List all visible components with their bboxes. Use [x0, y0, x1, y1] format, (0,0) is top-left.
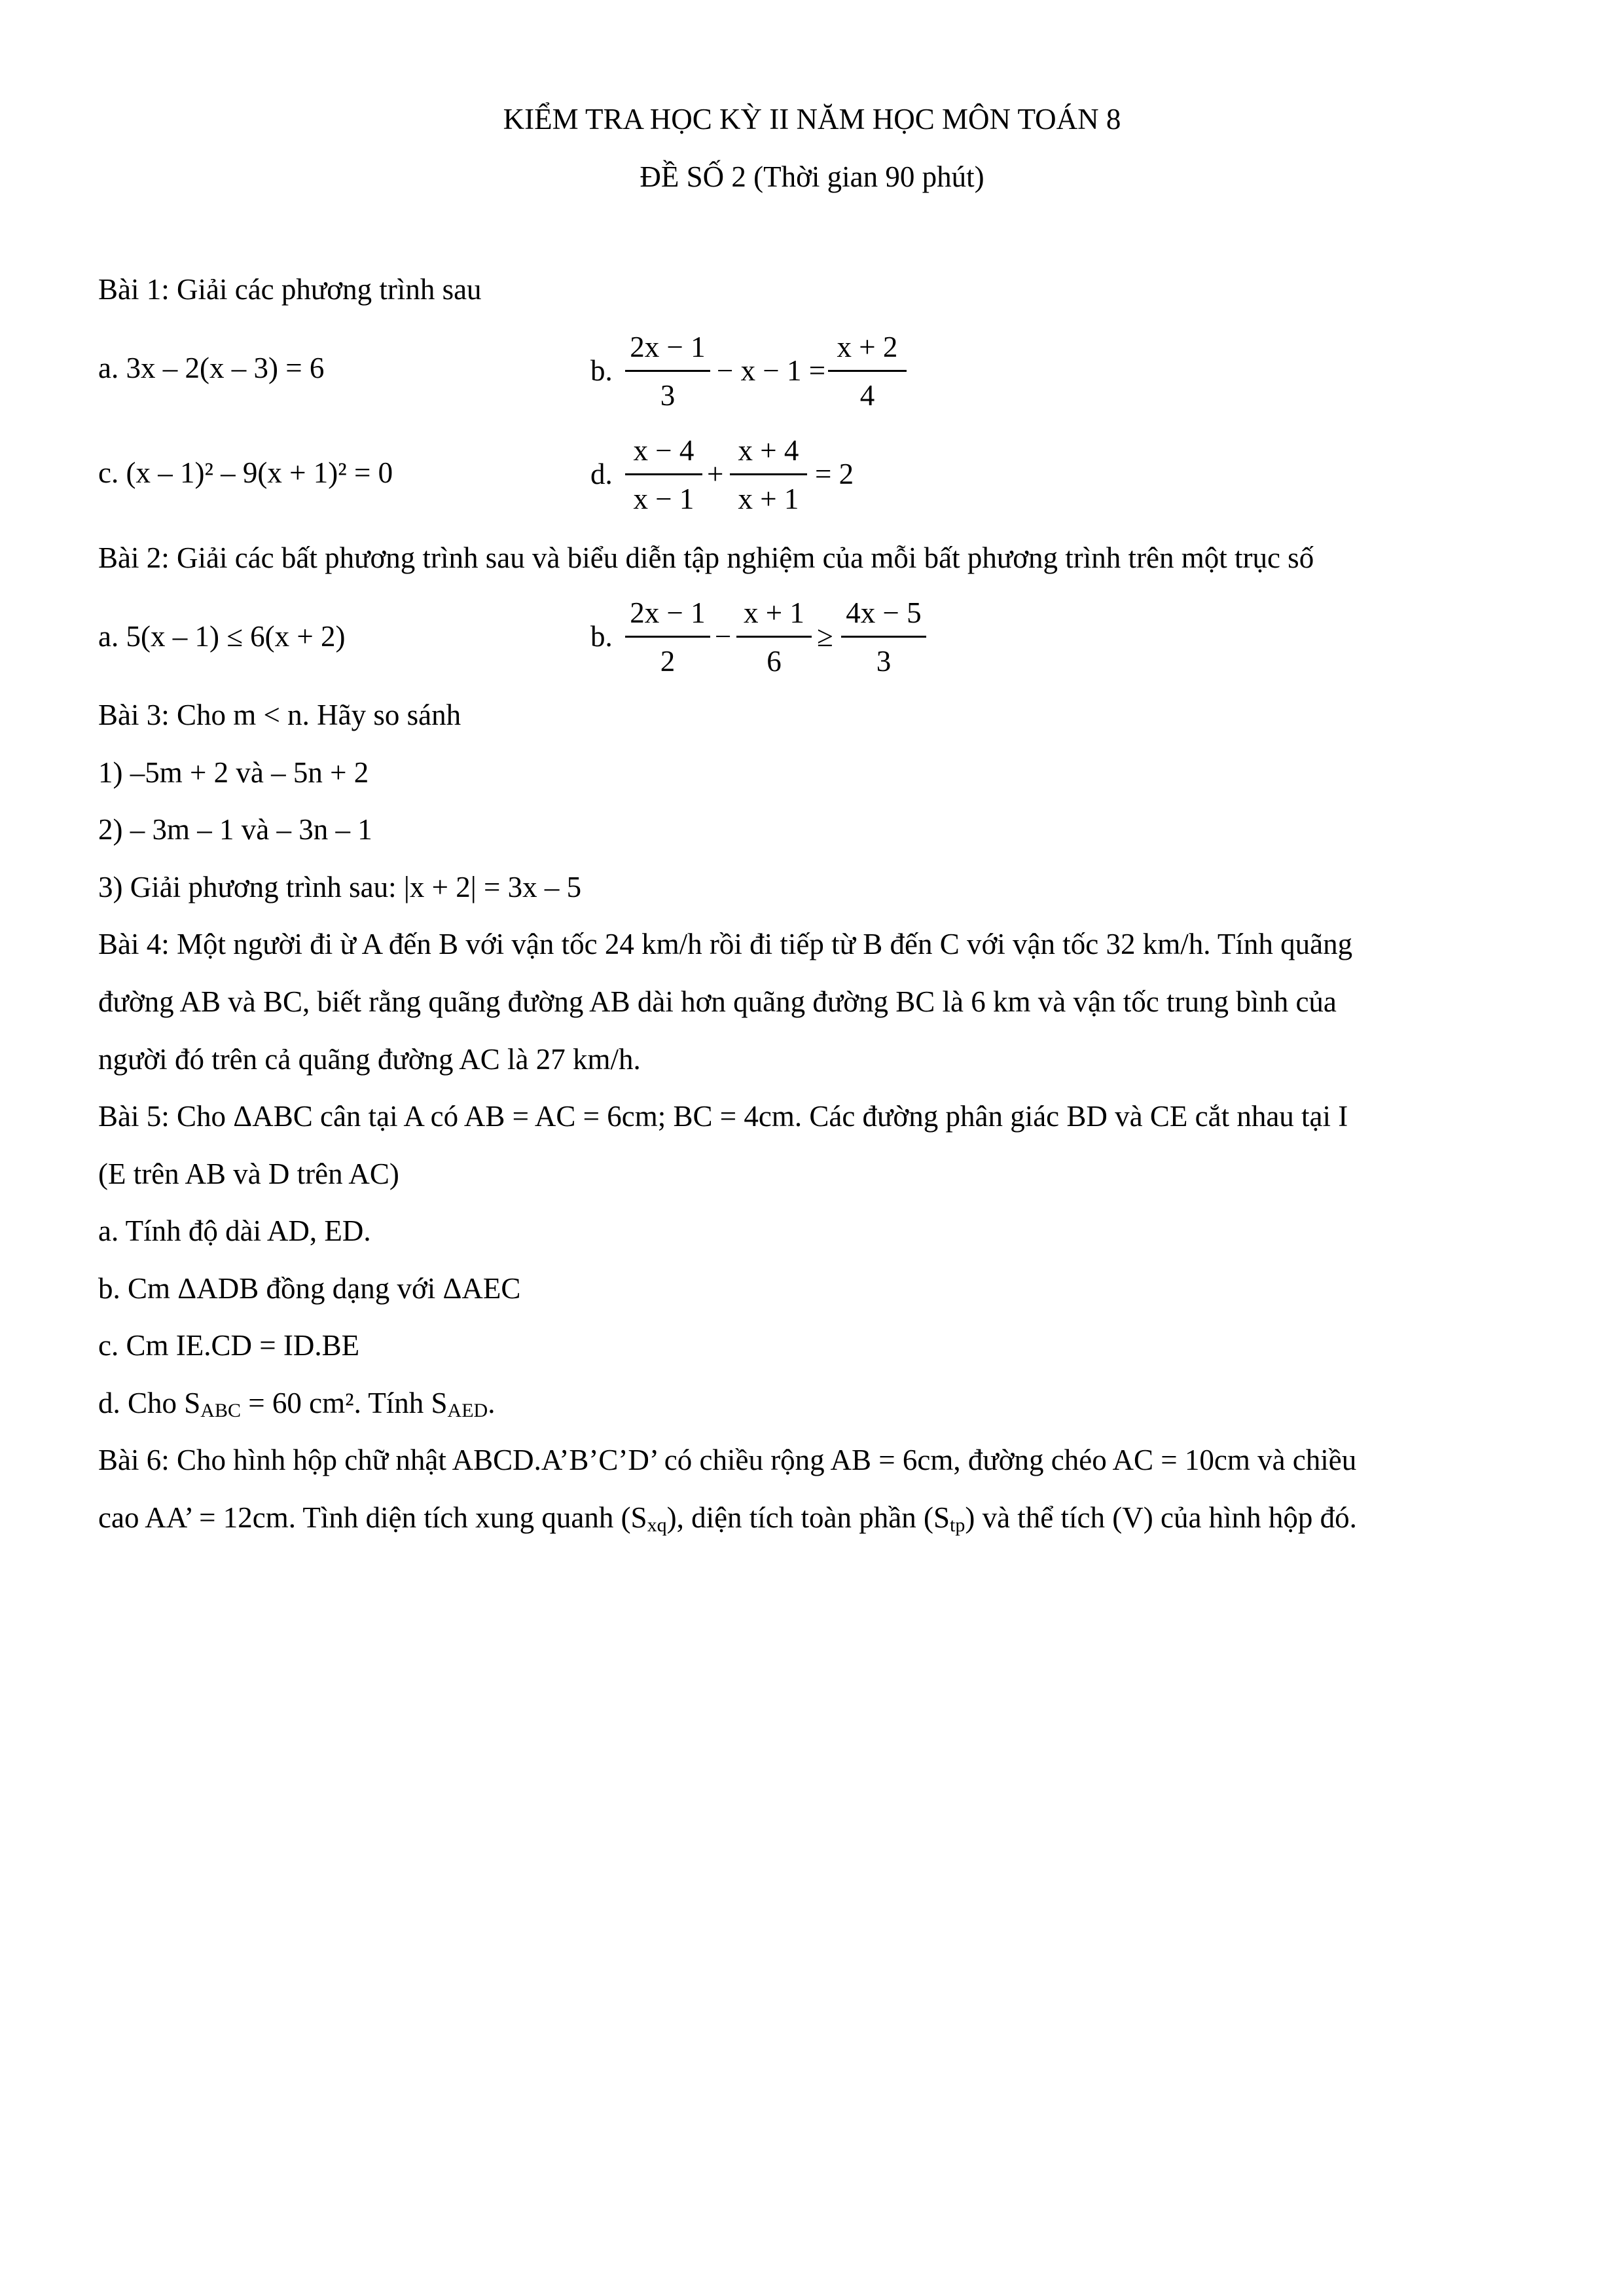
- bai3-heading: Bài 3: Cho m < n. Hãy so sánh: [98, 699, 461, 731]
- bai2-b-minus: −: [715, 620, 732, 653]
- bai5-item-a: a. Tính độ dài AD, ED.: [98, 1214, 371, 1247]
- bai6-line-2-text-3: ) và thể tích (V) của hình hộp đó.: [965, 1501, 1357, 1534]
- bai1-d-fraction-1: [625, 436, 702, 514]
- bai2-b-fraction-1: [625, 598, 710, 676]
- fraction-bar: [625, 636, 710, 638]
- bai1-item-c: c. (x – 1)² – 9(x + 1)² = 0: [98, 456, 393, 489]
- fraction-numerator: x + 1: [744, 596, 804, 629]
- page-title: KIỂM TRA HỌC KỲ II NĂM HỌC MÔN TOÁN 8: [503, 103, 1121, 136]
- bai6-line-2-text-1: cao AA’ = 12cm. Tình diện tích xung quanh (S: [98, 1501, 647, 1534]
- fraction-bar: [736, 636, 812, 638]
- fraction-denominator: 4: [859, 379, 875, 412]
- bai5-line-2: (E trên AB và D trên AC): [98, 1157, 399, 1190]
- bai6-line-1: Bài 6: Cho hình hộp chữ nhật ABCD.A’B’C’D’ có chiều rộng AB = 6cm, đường chéo AC = 10cm và chiều: [98, 1444, 1357, 1476]
- bai6-line-2: [98, 1503, 1357, 1535]
- bai3-item-3: 3) Giải phương trình sau: |x + 2| = 3x – 5: [98, 871, 582, 903]
- bai3-item-1: 1) –5m + 2 và – 5n + 2: [98, 756, 369, 789]
- fraction-denominator: x − 1: [633, 483, 695, 515]
- subscript-aed: AED: [447, 1400, 488, 1421]
- bai1-b-label: b.: [590, 354, 613, 387]
- bai1-b-fraction-1: [625, 333, 710, 410]
- subscript-tp: tp: [950, 1514, 965, 1536]
- bai1-d-plus: +: [707, 458, 724, 490]
- bai4-line-3: người đó trên cả quãng đường AC là 27 km/h.: [98, 1043, 641, 1076]
- fraction-numerator: 2x − 1: [630, 596, 706, 629]
- bai4-line-1: Bài 4: Một người đi ừ A đến B với vận tốc 24 km/h rồi đi tiếp từ B đến C với vận tốc 32 km/h. Tính quãng: [98, 928, 1353, 960]
- fraction-numerator: 4x − 5: [846, 596, 922, 629]
- bai2-heading: Bài 2: Giải các bất phương trình sau và biểu diễn tập nghiệm của mỗi bất phương trình trên một trục số: [98, 541, 1314, 574]
- bai3-item-2: 2) – 3m – 1 và – 3n – 1: [98, 813, 372, 846]
- fraction-bar: [828, 370, 907, 372]
- bai1-d-label: d.: [590, 458, 613, 490]
- bai5-d-text-1: d. Cho S: [98, 1387, 201, 1419]
- fraction-denominator: 3: [660, 379, 676, 412]
- bai5-line-1: Bài 5: Cho ΔABC cân tại A có AB = AC = 6cm; BC = 4cm. Các đường phân giác BD và CE cắt nhau tại I: [98, 1100, 1348, 1133]
- bai2-b-fraction-3: [841, 598, 926, 676]
- fraction-numerator: x + 4: [738, 434, 799, 467]
- bai1-item-a: a. 3x – 2(x – 3) = 6: [98, 352, 325, 384]
- fraction-denominator: 3: [876, 645, 892, 678]
- fraction-numerator: 2x − 1: [630, 331, 706, 363]
- fraction-numerator: x + 2: [837, 331, 898, 363]
- fraction-bar: [625, 370, 710, 372]
- bai5-d-text-3: .: [488, 1387, 496, 1419]
- bai2-item-a: a. 5(x – 1) ≤ 6(x + 2): [98, 620, 346, 653]
- fraction-bar: [730, 473, 807, 475]
- bai1-b-middle: − x − 1 =: [717, 354, 826, 387]
- bai5-item-b: b. Cm ΔADB đồng dạng với ΔAEC: [98, 1272, 521, 1305]
- bai6-line-2-text-2: ), diện tích toàn phần (S: [666, 1501, 950, 1534]
- bai1-d-rhs: = 2: [815, 458, 854, 490]
- page-subtitle: ĐỀ SỐ 2 (Thời gian 90 phút): [640, 160, 984, 193]
- bai5-item-d: [98, 1389, 495, 1421]
- subscript-abc: ABC: [200, 1400, 241, 1421]
- fraction-denominator: x + 1: [738, 483, 799, 515]
- bai2-b-geq: ≥: [817, 620, 833, 653]
- bai5-item-c: c. Cm IE.CD = ID.BE: [98, 1329, 360, 1362]
- bai5-d-text-2: = 60 cm². Tính S: [240, 1387, 448, 1419]
- fraction-bar: [625, 473, 702, 475]
- bai2-b-label: b.: [590, 620, 613, 653]
- fraction-numerator: x − 4: [633, 434, 695, 467]
- bai1-b-fraction-2: [828, 333, 907, 410]
- subscript-xq: xq: [647, 1514, 667, 1536]
- fraction-denominator: 6: [767, 645, 782, 678]
- bai4-line-2: đường AB và BC, biết rằng quãng đường AB dài hơn quãng đường BC là 6 km và vận tốc trung bình của: [98, 985, 1337, 1018]
- bai1-heading: Bài 1: Giải các phương trình sau: [98, 273, 482, 306]
- bai1-d-fraction-2: [730, 436, 807, 514]
- bai2-b-fraction-2: [736, 598, 812, 676]
- fraction-bar: [841, 636, 926, 638]
- fraction-denominator: 2: [660, 645, 676, 678]
